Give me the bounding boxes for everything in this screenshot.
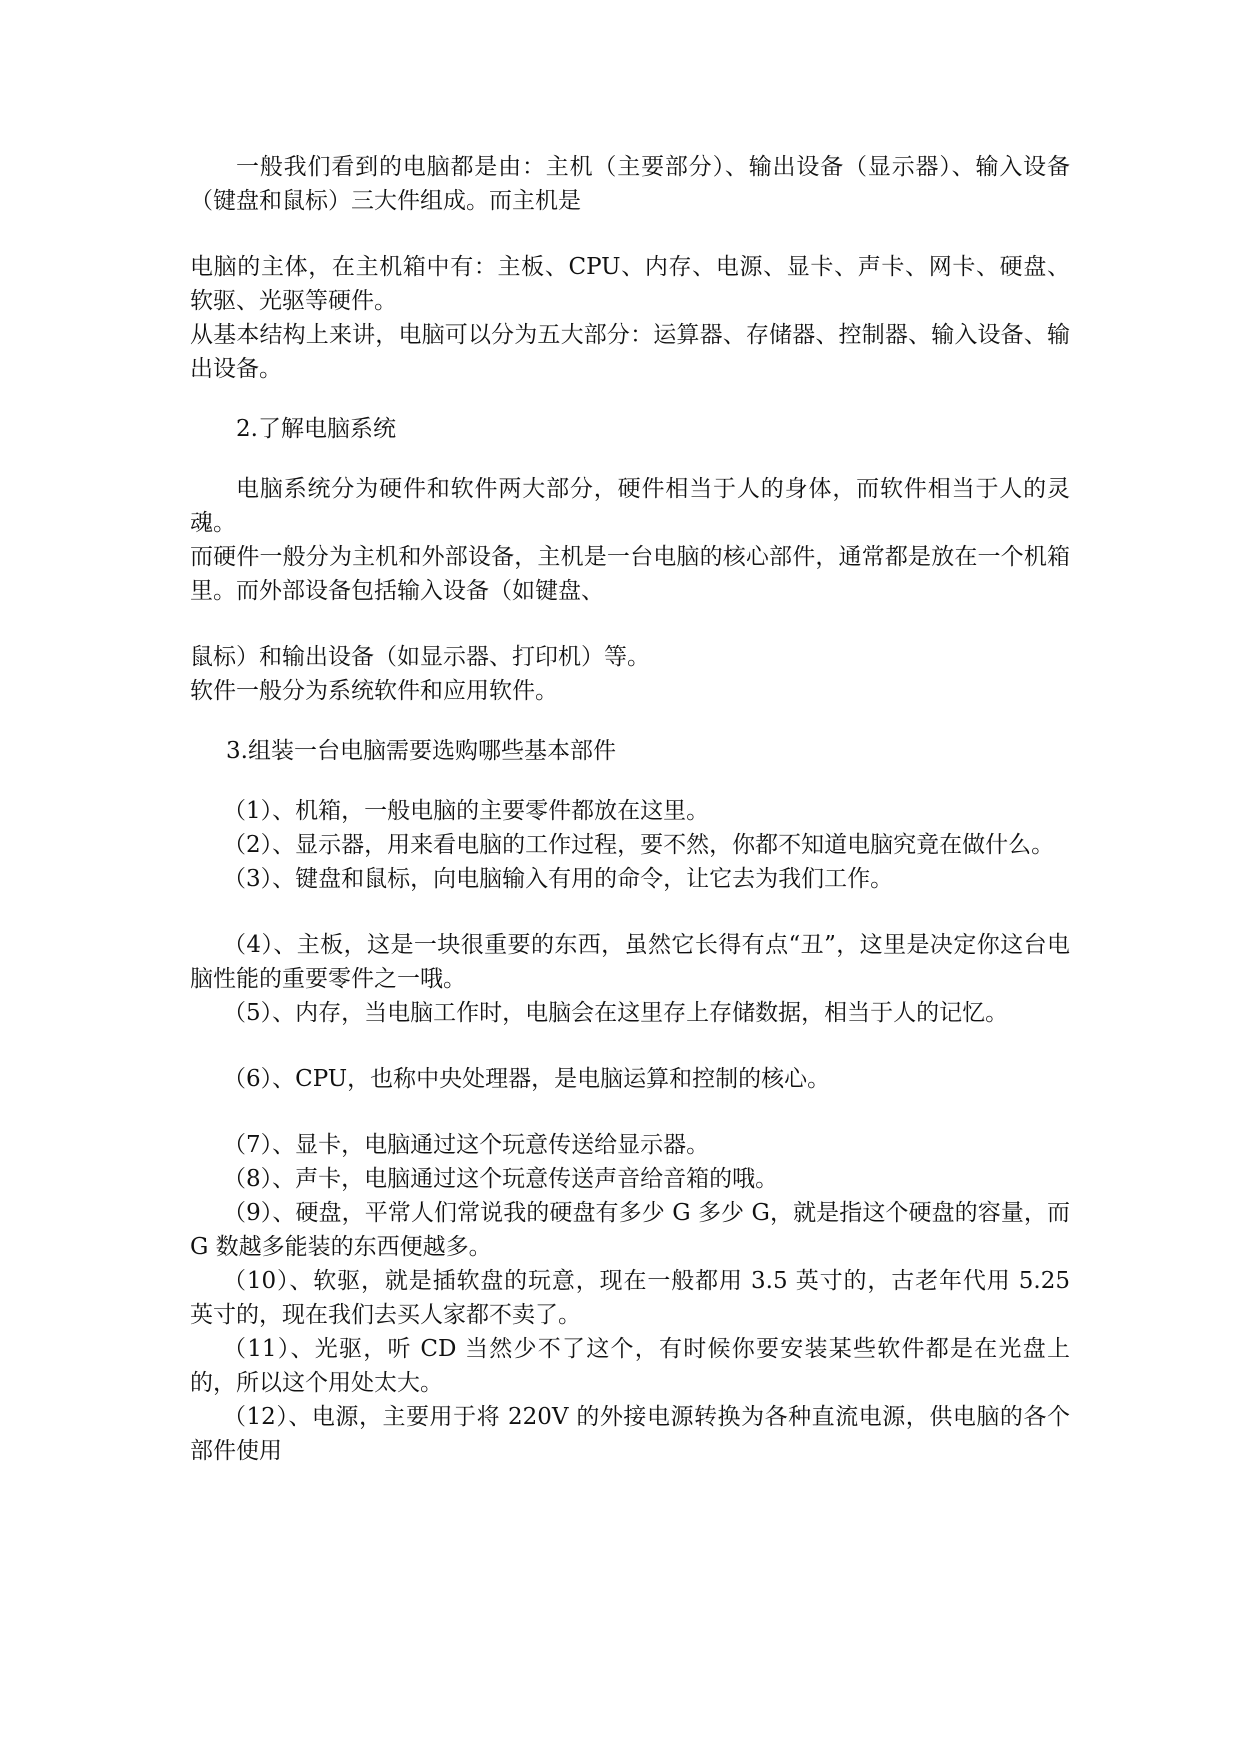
section-2-paragraph-3: 鼠标）和输出设备（如显示器、打印机）等。 [190, 644, 650, 670]
section-2-paragraph-4: 软件一般分为系统软件和应用软件。 [190, 678, 558, 704]
list-item: （3）、键盘和鼠标，向电脑输入有用的命令，让它去为我们工作。 [223, 866, 894, 892]
list-item: （4）、主板，这是一块很重要的东西，虽然它长得有点“丑”，这里是决定你这台电脑性能的重要零件之一哦。 [190, 932, 1070, 992]
list-item: （9）、硬盘，平常人们常说我的硬盘有多少 G 多少 G，就是指这个硬盘的容量，而 G 数越多能装的东西便越多。 [190, 1200, 1070, 1260]
list-item: （12）、电源，主要用于将 220V 的外接电源转换为各种直流电源，供电脑的各个部件使用 [190, 1404, 1070, 1464]
list-item: （5）、内存，当电脑工作时，电脑会在这里存上存储数据，相当于人的记忆。 [223, 1000, 1009, 1026]
section-2-heading: 2.了解电脑系统 [236, 416, 396, 442]
list-item: （11）、光驱，听 CD 当然少不了这个，有时候你要安装某些软件都是在光盘上的，所以这个用处太大。 [190, 1336, 1070, 1396]
intro-paragraph-2: 电脑的主体，在主机箱中有：主板、CPU、内存、电源、显卡、声卡、网卡、硬盘、软驱、光驱等硬件。 [190, 254, 1070, 314]
list-item: （8）、声卡，电脑通过这个玩意传送声音给音箱的哦。 [223, 1166, 779, 1192]
section-2-paragraph-2: 而硬件一般分为主机和外部设备，主机是一台电脑的核心部件，通常都是放在一个机箱里。而外部设备包括输入设备（如键盘、 [190, 544, 1070, 604]
list-item: （10）、软驱，就是插软盘的玩意，现在一般都用 3.5 英寸的，古老年代用 5.25 英寸的，现在我们去买人家都不卖了。 [190, 1268, 1070, 1328]
section-3-heading: 3.组装一台电脑需要选购哪些基本部件 [226, 738, 616, 764]
list-item: （2）、显示器，用来看电脑的工作过程，要不然，你都不知道电脑究竟在做什么。 [223, 832, 1055, 858]
list-item: （6）、CPU，也称中央处理器，是电脑运算和控制的核心。 [223, 1066, 831, 1092]
intro-paragraph-1: 一般我们看到的电脑都是由：主机（主要部分）、输出设备（显示器）、输入设备（键盘和鼠标）三大件组成。而主机是 [190, 154, 1070, 214]
section-2-paragraph-1: 电脑系统分为硬件和软件两大部分，硬件相当于人的身体，而软件相当于人的灵魂。 [190, 476, 1070, 536]
list-item: （1）、机箱，一般电脑的主要零件都放在这里。 [223, 798, 710, 824]
intro-paragraph-3: 从基本结构上来讲，电脑可以分为五大部分：运算器、存储器、控制器、输入设备、输出设备。 [190, 322, 1070, 382]
document-body [190, 150, 1070, 1468]
list-item: （7）、显卡，电脑通过这个玩意传送给显示器。 [223, 1132, 710, 1158]
